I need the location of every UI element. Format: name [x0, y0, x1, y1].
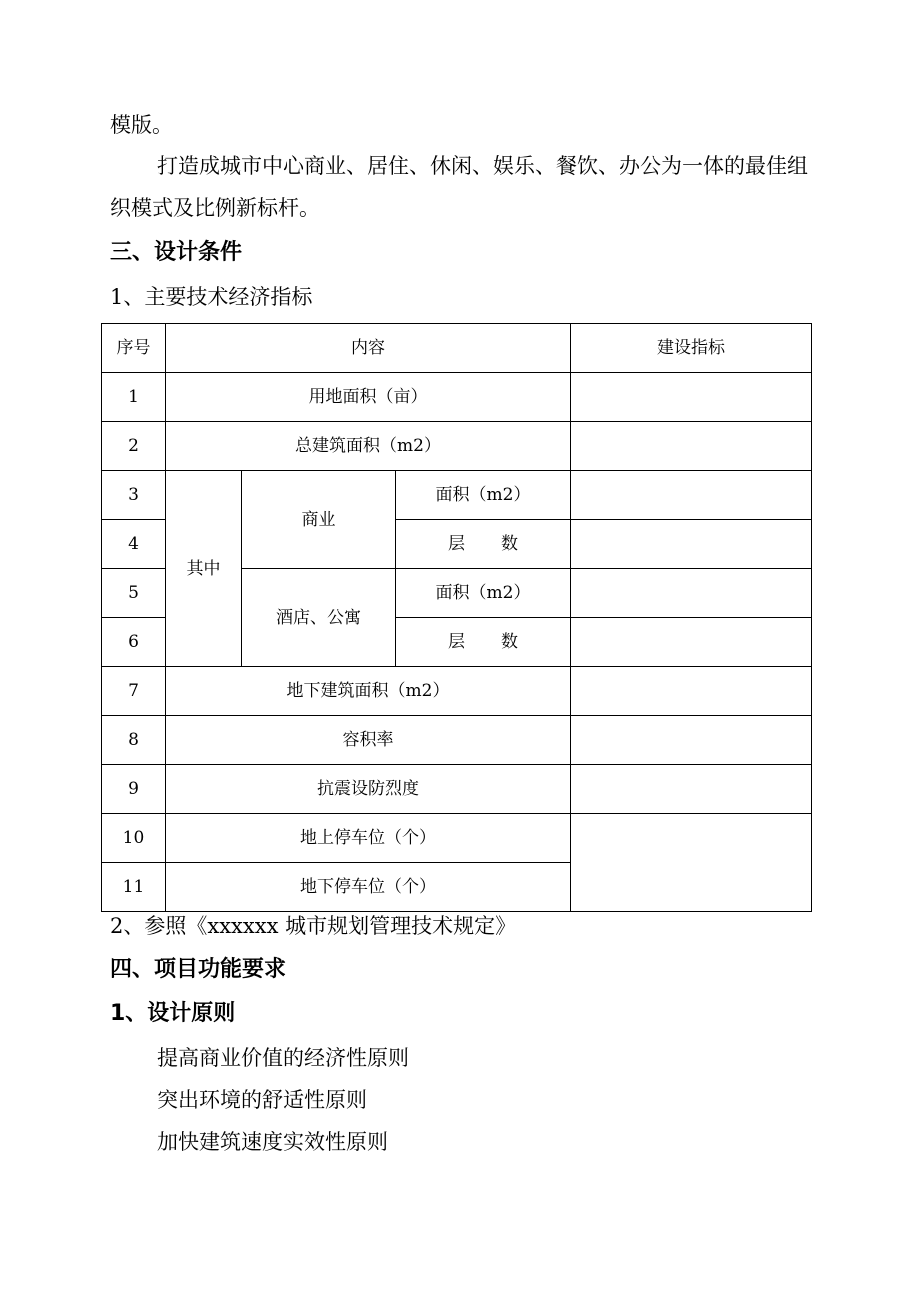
row-value: [571, 569, 812, 618]
hotel-floors-label: [396, 618, 571, 667]
row-seq: 11: [102, 863, 166, 912]
row-content: 地上停车位（个）: [166, 814, 571, 863]
header-content: 内容: [166, 324, 571, 373]
row-seq: 1: [102, 373, 166, 422]
row-seq: 10: [102, 814, 166, 863]
row-value: [571, 373, 812, 422]
subsection-design-principles: 1、设计原则: [110, 1001, 236, 1026]
row-value: [571, 765, 812, 814]
row-value-parking: [571, 814, 812, 912]
table-row: [102, 667, 812, 716]
floors-char-b: 数: [501, 534, 519, 554]
group-label: 其中: [166, 471, 242, 667]
row-value: [571, 520, 812, 569]
para-line-2: 打造成城市中心商业、居住、休闲、娱乐、餐饮、办公为一体的最佳组: [157, 154, 808, 178]
indicator-table: [101, 323, 812, 912]
row-content: 用地面积（亩）: [166, 373, 571, 422]
header-indicator: 建设指标: [571, 324, 812, 373]
para-line-1: 模版。: [110, 113, 173, 137]
hotel-label: 酒店、公寓: [242, 569, 396, 667]
principle-item: 提高商业价值的经济性原则: [157, 1046, 409, 1070]
row-content: 容积率: [166, 716, 571, 765]
row-seq: 9: [102, 765, 166, 814]
subsection-1-title: 1、主要技术经济指标: [110, 285, 313, 309]
row-content: 抗震设防烈度: [166, 765, 571, 814]
header-seq: 序号: [102, 324, 166, 373]
row-value: [571, 471, 812, 520]
section-4-heading: 四、项目功能要求: [110, 957, 287, 982]
row-value: [571, 716, 812, 765]
row-seq: 2: [102, 422, 166, 471]
table-row: [102, 814, 812, 863]
principle-item: 加快建筑速度实效性原则: [157, 1130, 388, 1154]
subsection-2-title: 2、参照《xxxxxx 城市规划管理技术规定》: [110, 914, 517, 938]
principle-item: 突出环境的舒适性原则: [157, 1088, 367, 1112]
table-row: [102, 471, 812, 520]
row-content: 地下建筑面积（m2）: [166, 667, 571, 716]
row-seq: 3: [102, 471, 166, 520]
commercial-area-label: 面积（m2）: [396, 471, 571, 520]
row-seq: 5: [102, 569, 166, 618]
table-row: [102, 422, 812, 471]
row-seq: 7: [102, 667, 166, 716]
table-row: [102, 373, 812, 422]
row-value: [571, 618, 812, 667]
row-seq: 4: [102, 520, 166, 569]
row-value: [571, 422, 812, 471]
floors-char-a: 层: [448, 632, 466, 652]
commercial-floors-label: [396, 520, 571, 569]
row-seq: 6: [102, 618, 166, 667]
row-value: [571, 667, 812, 716]
floors-char-a: 层: [448, 534, 466, 554]
table-header-row: [102, 324, 812, 373]
row-content: 总建筑面积（m2）: [166, 422, 571, 471]
floors-char-b: 数: [501, 632, 519, 652]
table-row: [102, 716, 812, 765]
hotel-area-label: 面积（m2）: [396, 569, 571, 618]
table-row: [102, 765, 812, 814]
row-content: 地下停车位（个）: [166, 863, 571, 912]
row-seq: 8: [102, 716, 166, 765]
section-3-heading: 三、设计条件: [110, 240, 243, 265]
para-line-3: 织模式及比例新标杆。: [110, 196, 320, 220]
commercial-label: 商业: [242, 471, 396, 569]
